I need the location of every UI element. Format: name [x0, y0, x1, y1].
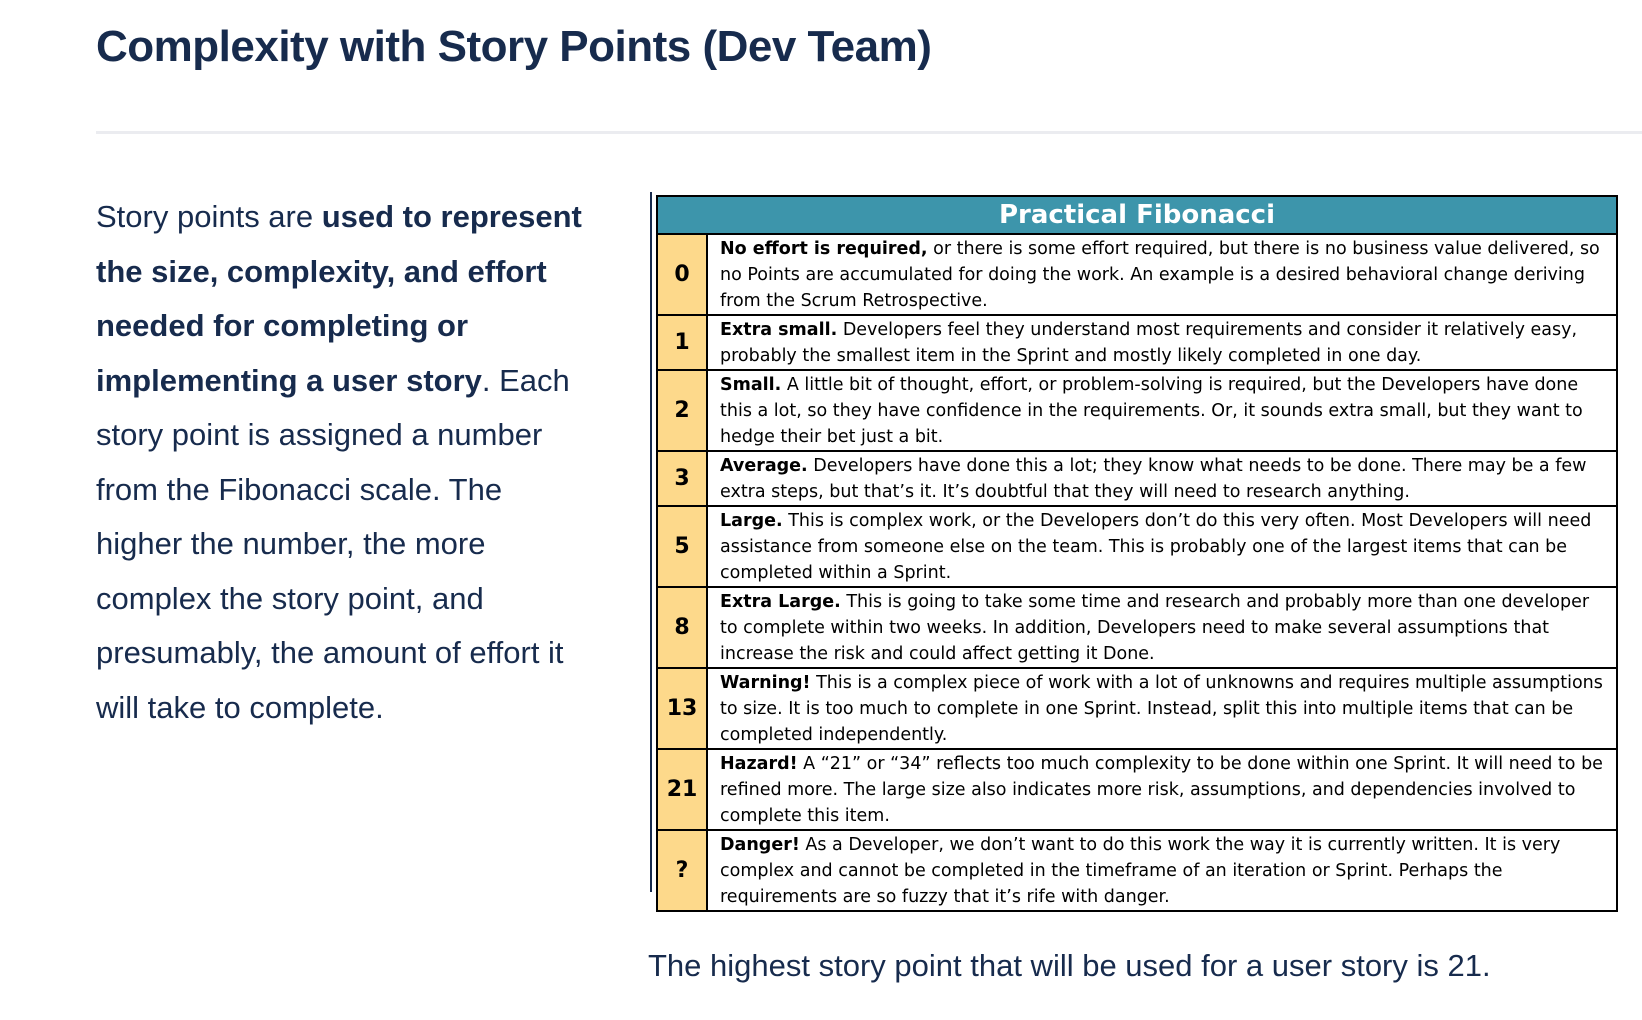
- story-point-value: 13: [657, 668, 707, 749]
- table-row: [657, 668, 1617, 749]
- story-point-text: Developers have done this a lot; they know what needs to be done. There may be a few extra steps, but that’s it. It’s doubtful that they will need to research anything.: [720, 456, 1587, 502]
- story-point-value: 21: [657, 749, 707, 830]
- story-point-text: This is going to take some time and research and probably more than one developer to complete within two weeks. In addition, Developers need to make several assumptions that increase the risk and could affect getting it Done.: [720, 592, 1590, 664]
- story-point-description: [707, 749, 1617, 830]
- story-point-text: This is complex work, or the Developers don’t do this very often. Most Developers will need assistance from someone else on the team. This is probably one of the largest items that can be completed within a Sprint.: [720, 511, 1592, 583]
- story-point-description: [707, 234, 1617, 315]
- story-point-description: [707, 587, 1617, 668]
- story-point-description: [707, 315, 1617, 370]
- page-title: Complexity with Story Points (Dev Team): [96, 22, 932, 71]
- story-point-text: This is a complex piece of work with a lot of unknowns and requires multiple assumptions to size. It is too much to complete in one Sprint. Instead, split this into multiple items that can be completed independently.: [720, 673, 1603, 745]
- table-row: [657, 315, 1617, 370]
- story-point-label: Danger!: [720, 835, 800, 855]
- story-point-label: Small.: [720, 375, 782, 395]
- story-point-description: [707, 506, 1617, 587]
- table-header: Practical Fibonacci: [657, 196, 1617, 234]
- table-row: [657, 830, 1617, 911]
- story-point-value: 1: [657, 315, 707, 370]
- story-point-label: Large.: [720, 511, 783, 531]
- story-point-text: A “21” or “34” reflects too much complexity to be done within one Sprint. It will need to be refined more. The large size also indicates more risk, assumptions, and dependencies involved to complete this item.: [720, 754, 1603, 826]
- story-point-value: 3: [657, 451, 707, 506]
- table-row: [657, 370, 1617, 451]
- table-row: [657, 234, 1617, 315]
- intro-paragraph: [96, 190, 586, 735]
- footer-note: The highest story point that will be used for a user story is 21.: [648, 948, 1491, 983]
- intro-bold-text: used to represent the size, complexity, and effort needed for completing or implementing a user story: [96, 199, 582, 398]
- story-point-value: ?: [657, 830, 707, 911]
- intro-text-after: . Each story point is assigned a number from the Fibonacci scale. The higher the number, the more complex the story point, and presumably, the amount of effort it will take to complete.: [96, 362, 570, 725]
- story-point-text: A little bit of thought, effort, or problem-solving is required, but the Developers have done this a lot, so they have confidence in the requirements. Or, it sounds extra small, but they want to hedge their bet just a bit.: [720, 375, 1583, 447]
- intro-text-before: Story points are: [96, 199, 322, 234]
- story-point-description: [707, 451, 1617, 506]
- story-point-value: 5: [657, 506, 707, 587]
- table-row: [657, 749, 1617, 830]
- story-point-label: No effort is required,: [720, 239, 928, 259]
- story-point-label: Warning!: [720, 673, 811, 693]
- story-point-value: 8: [657, 587, 707, 668]
- story-point-label: Hazard!: [720, 754, 798, 774]
- story-point-text: Developers feel they understand most requirements and consider it relatively easy, probably the smallest item in the Sprint and mostly likely completed in one day.: [720, 320, 1578, 366]
- story-point-text: As a Developer, we don’t want to do this work the way it is currently written. It is very complex and cannot be completed in the timeframe of an iteration or Sprint. Perhaps the requirements are so fuzzy that it’s rife with danger.: [720, 835, 1561, 907]
- story-point-description: [707, 830, 1617, 911]
- title-divider: [96, 131, 1642, 134]
- story-point-value: 2: [657, 370, 707, 451]
- story-point-label: Average.: [720, 456, 808, 476]
- story-point-description: [707, 668, 1617, 749]
- story-point-text: or there is some effort required, but there is no business value delivered, so no Points are accumulated for doing the work. An example is a desired behavioral change deriving from the Scrum Retrospective.: [720, 239, 1600, 311]
- story-point-label: Extra Large.: [720, 592, 841, 612]
- table-row: [657, 451, 1617, 506]
- table-row: [657, 506, 1617, 587]
- figure-left-rule: [650, 192, 652, 892]
- table-row: [657, 587, 1617, 668]
- practical-fibonacci-table: [656, 195, 1618, 912]
- story-point-value: 0: [657, 234, 707, 315]
- story-point-label: Extra small.: [720, 320, 838, 340]
- table-header-row: [657, 196, 1617, 234]
- story-point-description: [707, 370, 1617, 451]
